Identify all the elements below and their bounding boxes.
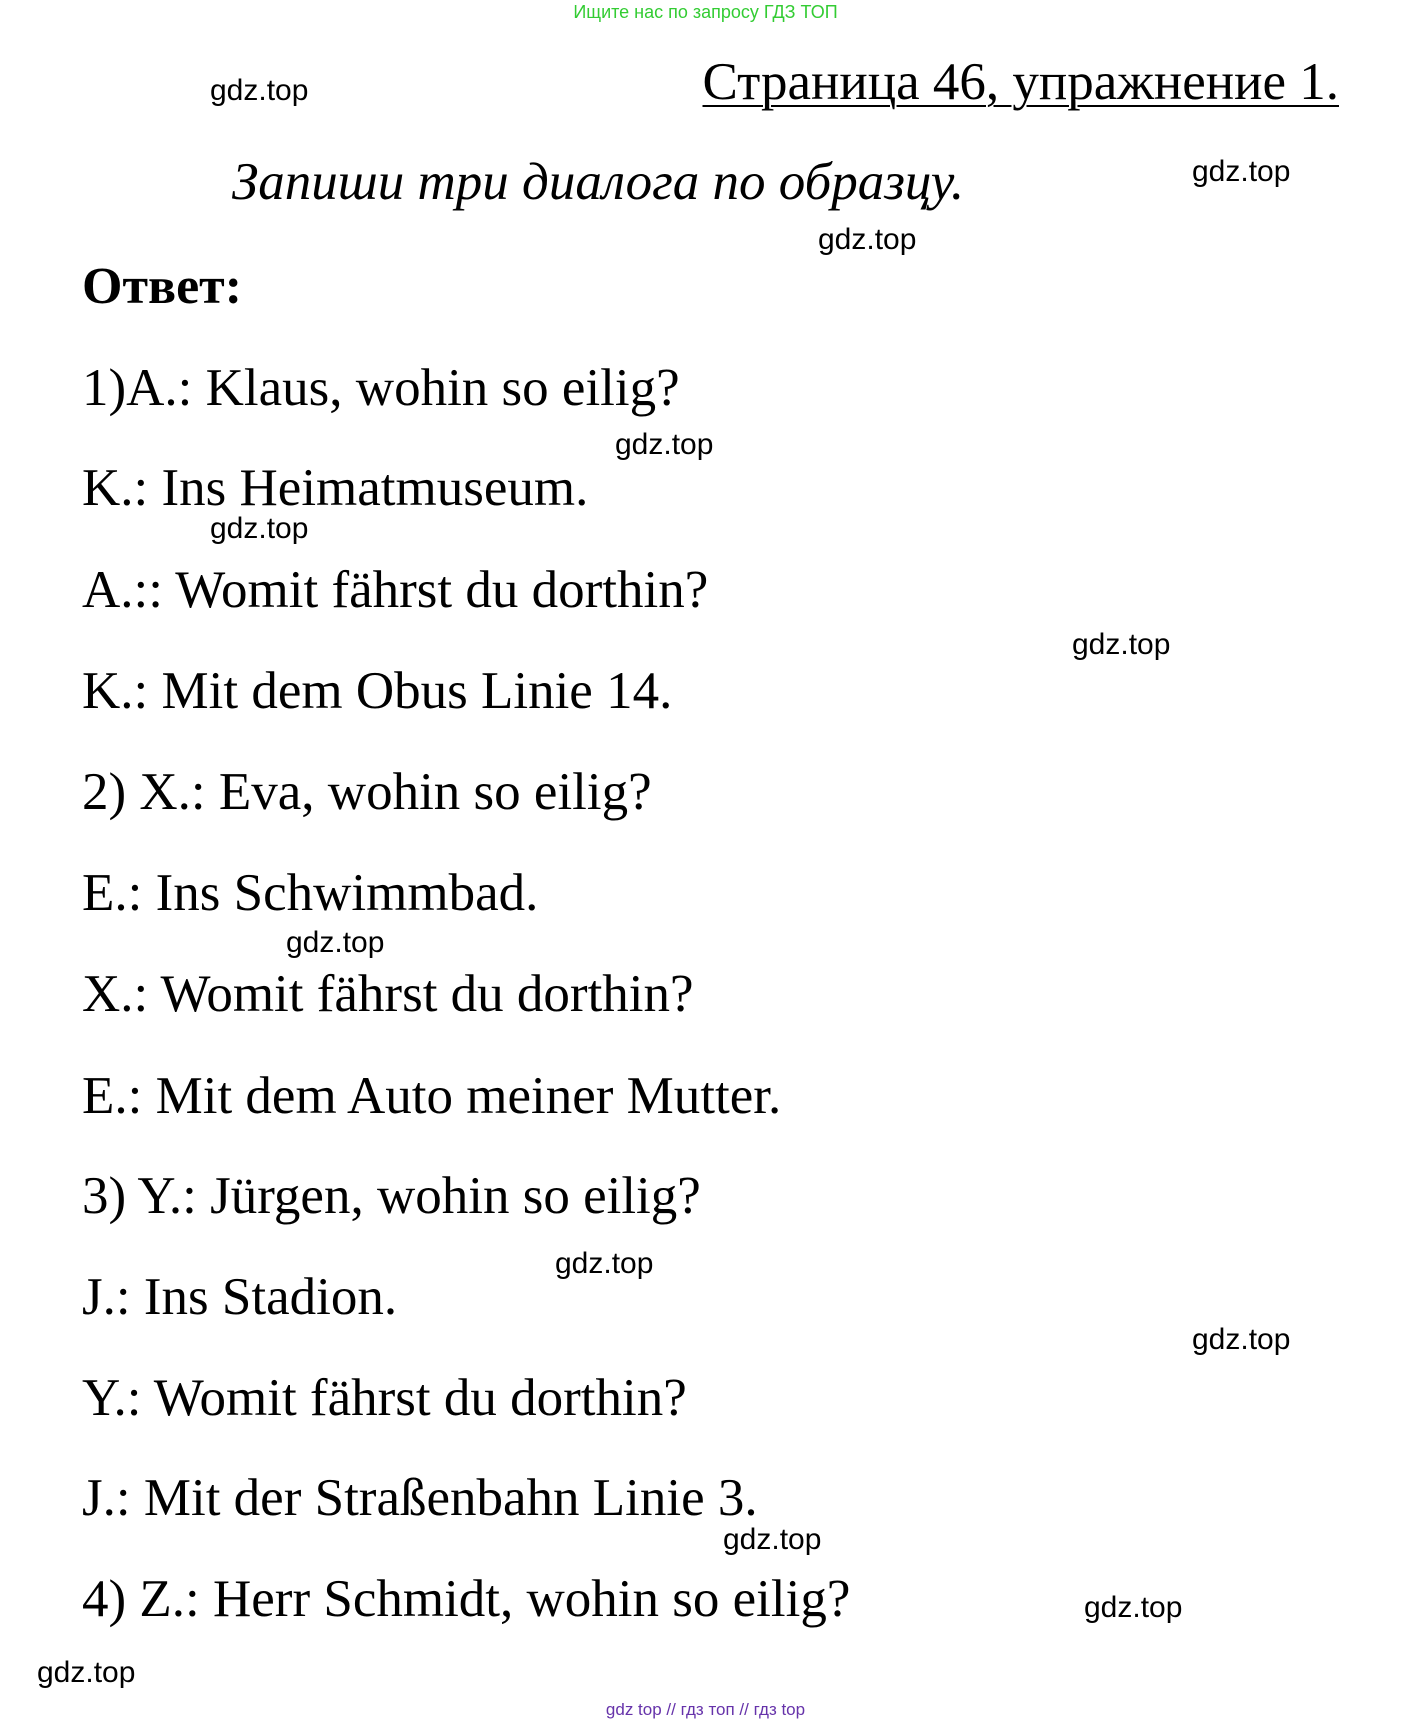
dialogue-line-12: J.: Mit der Straßenbahn Linie 3. bbox=[82, 1469, 758, 1527]
answer-label: Ответ: bbox=[82, 258, 243, 315]
dialogue-line-3: A.:: Womit fährst du dorthin? bbox=[82, 561, 709, 619]
footer-links: gdz top // гдз топ // гдз top bbox=[605, 1700, 806, 1719]
dialogue-line-9: 3) Y.: Jürgen, wohin so eilig? bbox=[82, 1167, 701, 1225]
watermark: gdz.top bbox=[1072, 628, 1171, 661]
dialogue-line-5: 2) X.: Eva, wohin so eilig? bbox=[82, 763, 652, 821]
watermark: gdz.top bbox=[818, 223, 917, 256]
page-heading: Страница 46, упражнение 1. bbox=[702, 53, 1339, 111]
watermark: gdz.top bbox=[210, 74, 309, 107]
top-banner: Ищите нас по запросу ГДЗ ТОП bbox=[573, 2, 838, 22]
watermark: gdz.top bbox=[723, 1523, 822, 1556]
dialogue-line-4: K.: Mit dem Obus Linie 14. bbox=[82, 662, 673, 720]
watermark: gdz.top bbox=[286, 926, 385, 959]
watermark: gdz.top bbox=[555, 1247, 654, 1280]
dialogue-line-7: X.: Womit fährst du dorthin? bbox=[82, 965, 694, 1023]
watermark: gdz.top bbox=[210, 512, 309, 545]
dialogue-line-13: 4) Z.: Herr Schmidt, wohin so eilig? bbox=[82, 1570, 851, 1628]
dialogue-line-1: 1)A.: Klaus, wohin so eilig? bbox=[82, 359, 680, 417]
watermark: gdz.top bbox=[1084, 1591, 1183, 1624]
watermark: gdz.top bbox=[37, 1656, 136, 1689]
watermark: gdz.top bbox=[1192, 155, 1291, 188]
dialogue-line-6: E.: Ins Schwimmbad. bbox=[82, 864, 539, 922]
task-instruction: Запиши три диалога по образцу. bbox=[232, 153, 965, 211]
dialogue-line-8: E.: Mit dem Auto meiner Mutter. bbox=[82, 1067, 782, 1125]
dialogue-line-2: K.: Ins Heimatmuseum. bbox=[82, 459, 589, 517]
dialogue-line-10: J.: Ins Stadion. bbox=[82, 1268, 398, 1326]
watermark: gdz.top bbox=[615, 428, 714, 461]
watermark: gdz.top bbox=[1192, 1323, 1291, 1356]
dialogue-line-11: Y.: Womit fährst du dorthin? bbox=[82, 1369, 687, 1427]
